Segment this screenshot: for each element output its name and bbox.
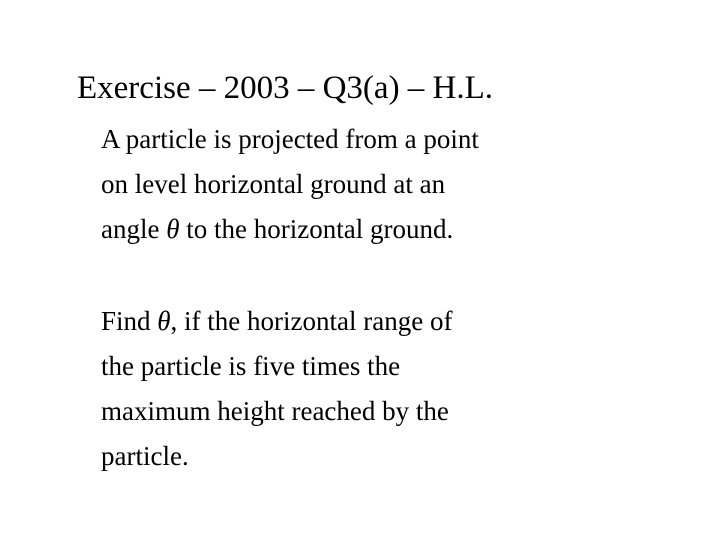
text-line (101, 299, 452, 344)
text-line: the particle is five times the (101, 351, 401, 381)
text-line: on level horizontal ground at an (101, 169, 446, 199)
text-line: maximum height reached by the (101, 396, 449, 426)
text-fragment: to the horizontal ground. (179, 214, 454, 244)
problem-statement (101, 117, 479, 252)
theta-symbol: θ (166, 214, 180, 244)
slide-title: Exercise – 2003 – Q3(a) – H.L. (77, 70, 494, 106)
text-fragment: Find (101, 306, 158, 336)
text-line: particle. (101, 441, 189, 471)
question-statement (101, 299, 452, 479)
text-line: A particle is projected from a point (101, 124, 479, 154)
text-fragment: angle (101, 214, 167, 244)
theta-symbol: θ (157, 306, 171, 336)
text-line (101, 207, 479, 252)
text-fragment: , if the horizontal range of (170, 306, 453, 336)
